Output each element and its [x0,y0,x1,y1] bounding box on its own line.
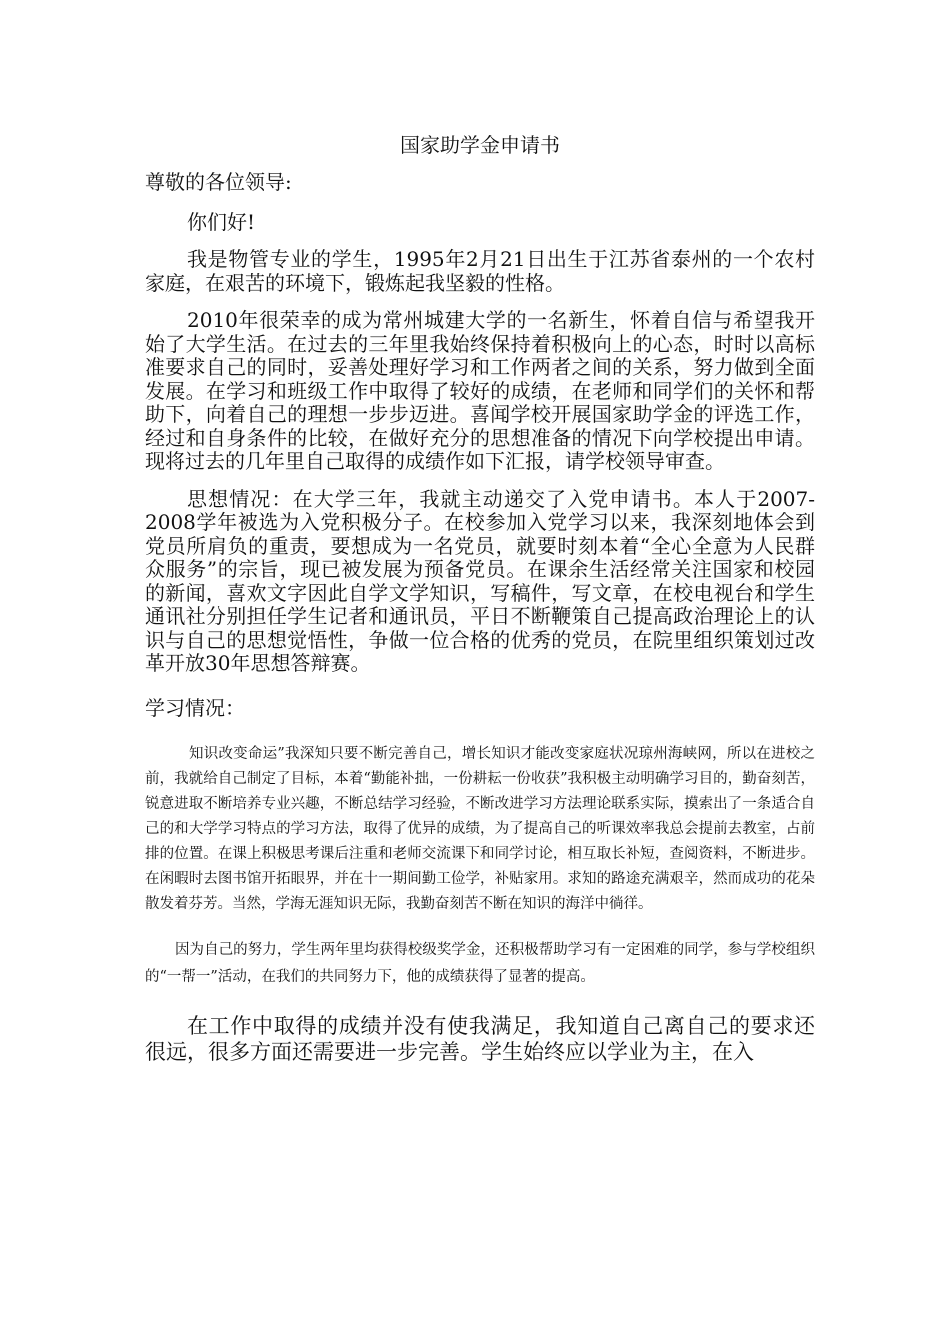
greeting: 你们好! [187,210,256,234]
document-title: 国家助学金申请书 [400,133,560,157]
intro-paragraph: 我是物管专业的学生，1995年2月21日出生于江苏省泰州的一个农村家庭，在艰苦的环境下，锻炼起我坚毅的性格。 [145,247,815,295]
study-paragraph: 知识改变命运”我深知只要不断完善自己，增长知识才能改变家庭状况琼州海峡网，所以在进校之前，我就给自己制定了目标，本着“勤能补拙，一份耕耘一份收获”我积极主动明确学习目的，勤奋刻苦，锐意进取不断培养专业兴趣，不断总结学习经验，不断改进学习方法理论联系实际，摸索出了一条适合自己的和大学学习特点的学习方法，取得了优异的成绩，为了提高自己的听课效率我总会提前去教室，占前排的位置。在课上积极思考课后注重和老师交流课下和同学讨论，相互取长补短，查阅资料，不断进步。在闲暇时去图书馆开拓眼界，并在十一期间勤工俭学，补贴家用。求知的路途充满艰辛，然而成功的花朵散发着芬芳。当然，学海无涯知识无际，我勤奋刻苦不断在知识的海洋中徜徉。 [145,745,815,912]
background-paragraph: 2010年很荣幸的成为常州城建大学的一名新生，怀着自信与希望我开始了大学生活。在过去的三年里我始终保持着积极向上的心态，时时以高标准要求自己的同时，妥善处理好学习和工作两者之间的关系，努力做到全面发展。在学习和班级工作中取得了较好的成绩，在老师和同学们的关怀和帮助下，向着自己的理想一步步迈进。喜闻学校开展国家助学金的评选工作，经过和自身条件的比较，在做好充分的思想准备的情况下向学校提出申请。现将过去的几年里自己取得的成绩作如下汇报，请学校领导审查。 [145,308,815,473]
closing-paragraph: 在工作中取得的成绩并没有使我满足，我知道自己离自己的要求还很远，很多方面还需要进一步完善。学生始终应以学业为主，在入 [145,1013,815,1064]
study-heading: 学习情况： [145,695,245,720]
ideology-paragraph: 思想情况：在大学三年，我就主动递交了入党申请书。本人于2007-2008学年被选为入党积极分子。在校参加入党学习以来，我深刻地体会到党员所肩负的重责，要想成为一名党员，就要时刻本着“全心全意为人民群众服务”的宗旨，现已被发展为预备党员。在课余生活经常关注国家和校园的新闻，喜欢文字因此自学文学知识，写稿件，写文章，在校电视台和学生通讯社分别担任学生记者和通讯员，平日不断鞭策自己提高政治理论上的认识与自己的思想觉悟性，争做一位合格的优秀的党员，在院里组织策划过改革开放30年思想答辩赛。 [145,486,815,675]
document-page [145,130,815,1065]
scholarship-paragraph: 因为自己的努力，学生两年里均获得校级奖学金，还积极帮助学习有一定困难的同学，参与学校组织的“一帮一”活动，在我们的共同努力下，他的成绩获得了显著的提高。 [145,941,815,985]
salutation: 尊敬的各位领导: [145,170,292,194]
